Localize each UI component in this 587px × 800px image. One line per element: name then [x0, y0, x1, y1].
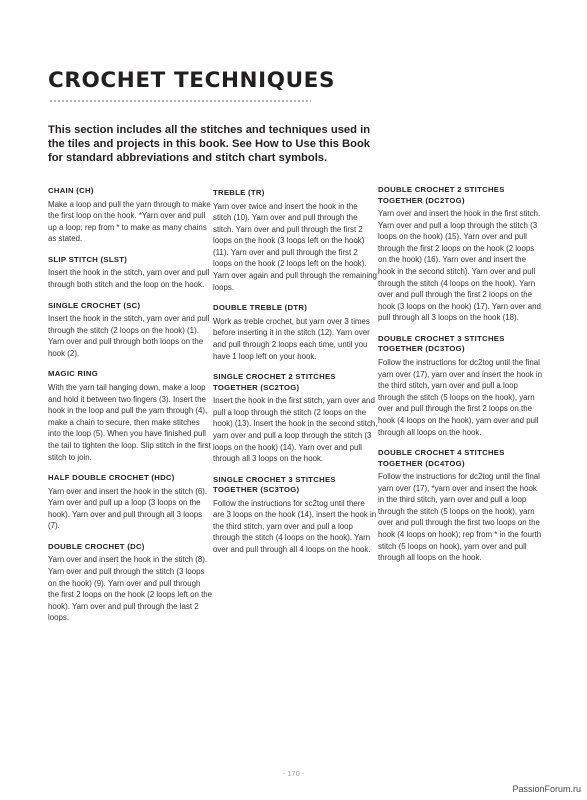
page-number: - 170 - — [282, 769, 305, 778]
title-dotted-rule — [49, 100, 311, 102]
section-body: Work as treble crochet, but yarn over 3 times before inserting it in the stitch (12). Yarn over and pull through 2 loops each time, until you have 1 loop left on your hook. — [213, 316, 370, 361]
section-body: Yarn over and insert the hook in the first stitch. Yarn over and pull a loop through the stitch (3 loops on the hook) (15). Yarn over and pull through the first 2 loops on the hook (2 loops on the hook) (16). Yarn over and insert the hook in the second stitch). Yarn over and pull through the stitch (4 loops on the hook). Yarn over and pull through the first 2 loops on the hook (3 loops on the hook) (17). Yarn over and pull through all 3 loops on the hook (18). — [378, 209, 541, 323]
section-body: Insert the hook in the stitch, yarn over and pull through both stitch and the loop on the hook. — [48, 268, 210, 289]
section-slip-stitch — [48, 255, 213, 291]
section-body: Follow the instructions for dc2tog until the final yarn over (17), yarn over and insert the hook in the third stitch, yarn over and pull a loop through the stitch (5 loops on the hook), yarn over and pull through the first 2 loops on the hook (4 loops on the hook), yarn over and pull through all loops on the hook. — [378, 357, 543, 437]
page-title: CROCHET TECHNIQUES — [48, 68, 336, 93]
section-body: With the yarn tail hanging down, make a loop and hold it between two fingers (3). Insert the hook in the loop and pull the yarn through (4), make a chain to secure, then make stitches into the loop (5). When you have finished pull the tail to tighten the loop. Slip stitch in the first stitch to join. — [48, 382, 211, 462]
section-heading: DOUBLE TREBLE (DTR) — [213, 303, 308, 313]
section-heading: DOUBLE CROCHET 4 STITCHES TOGETHER (DC4TOG) — [378, 448, 505, 468]
section-sc3tog — [213, 475, 378, 556]
section-double-treble — [213, 303, 378, 362]
section-sc2tog — [213, 372, 378, 465]
site-watermark: PassionForum.ru — [512, 784, 581, 794]
section-body: Yarn over and insert the hook in the stitch (6). Yarn over and pull up a loop (3 loops on the hook). Yarn over and pull through all 3 loops (7). — [48, 486, 208, 531]
section-heading: HALF DOUBLE CROCHET (HDC) — [48, 473, 175, 483]
section-heading: CHAIN (CH) — [48, 186, 94, 195]
section-heading: DOUBLE CROCHET (DC) — [48, 541, 145, 551]
section-heading: DOUBLE CROCHET 2 STITCHES TOGETHER (DC2TOG) — [378, 185, 505, 205]
section-body: Insert the hook in the first stitch, yarn over and pull a loop through the stitch (2 loops on the hook) (13). Insert the hook in the second stitch, yarn over and pull a loop through the stitch (3 loops on the hook) (14). Yarn over and pull through all 3 loops on the hook. — [213, 396, 378, 464]
section-heading: DOUBLE CROCHET 3 STITCHES TOGETHER (DC3TOG) — [378, 333, 505, 354]
section-dc3tog — [378, 334, 543, 438]
section-heading: TREBLE (TR) — [213, 188, 265, 197]
section-magic-ring — [48, 369, 213, 463]
section-dc4tog — [378, 448, 543, 564]
section-body: Follow the instructions for sc2tog until there are 3 loops on the hook (14), insert the hook in the third stitch, yarn over and pull a loop through the stitch (4 loops on the hook). Yarn over and pull through all 4 loops on the hook. — [213, 498, 377, 555]
section-heading: SINGLE CROCHET (SC) — [48, 300, 141, 310]
section-body: Yarn over twice and insert the hook in the stitch (10). Yarn over and pull through the stitch. Yarn over and pull through the first 2 loops on the hook (3 loops left on the hook) (11). Yarn over and pull through the first 2 loops on the hook (2 loops left on the hook). Yarn over again and pull through the remaining loops. — [213, 201, 377, 292]
section-dc2tog — [378, 185, 543, 324]
column-1 — [48, 186, 213, 634]
column-2 — [213, 188, 378, 566]
section-heading: SINGLE CROCHET 2 STITCHES TOGETHER (SC2TOG) — [213, 372, 336, 392]
section-double-crochet — [48, 542, 213, 624]
section-single-crochet — [48, 301, 213, 360]
section-heading: MAGIC RING — [48, 369, 98, 379]
section-chain — [48, 186, 213, 245]
section-body: Yarn over and insert the hook in the stitch (8). Yarn over and pull through the stitch (3 loops on the hook) (9). Yarn over and pull through the first 2 loops on the hook (2 loops left on the hook). Yarn over and pull through the last 2 loops. — [48, 555, 213, 623]
section-half-double-crochet — [48, 473, 213, 532]
column-3 — [378, 185, 543, 574]
section-treble — [213, 188, 378, 293]
section-body: Make a loop and pull the yarn through to make the first loop on the hook. *Yarn over and pull up a loop; rep from * to make as many chains as stated. — [48, 199, 211, 244]
section-body: Insert the hook in the stitch, yarn over and pull through the stitch (2 loops on the hook) (1). Yarn over and pull through both loops on the hook (2). — [48, 314, 210, 358]
section-body: Follow the instructions for dc2tog until the final yarn over (17), *yarn over and insert the hook in the third stitch, yarn over and pull a loop through the stitch (5 loops on the hook), yarn over and pull through the first two loops on the hook (4 loops on hook); rep from * in the fourth stitch (5 loops on hook), yarn over and pull through all loops on the hook. — [378, 472, 542, 563]
section-heading: SLIP STITCH (SLST) — [48, 254, 128, 264]
section-heading: SINGLE CROCHET 3 STITCHES TOGETHER (SC3TOG) — [213, 474, 336, 495]
intro-paragraph: This section includes all the stitches and techniques used in the tiles and projects in this book. See How to Use this Book for standard abbreviations and stitch chart symbols. — [48, 124, 371, 164]
